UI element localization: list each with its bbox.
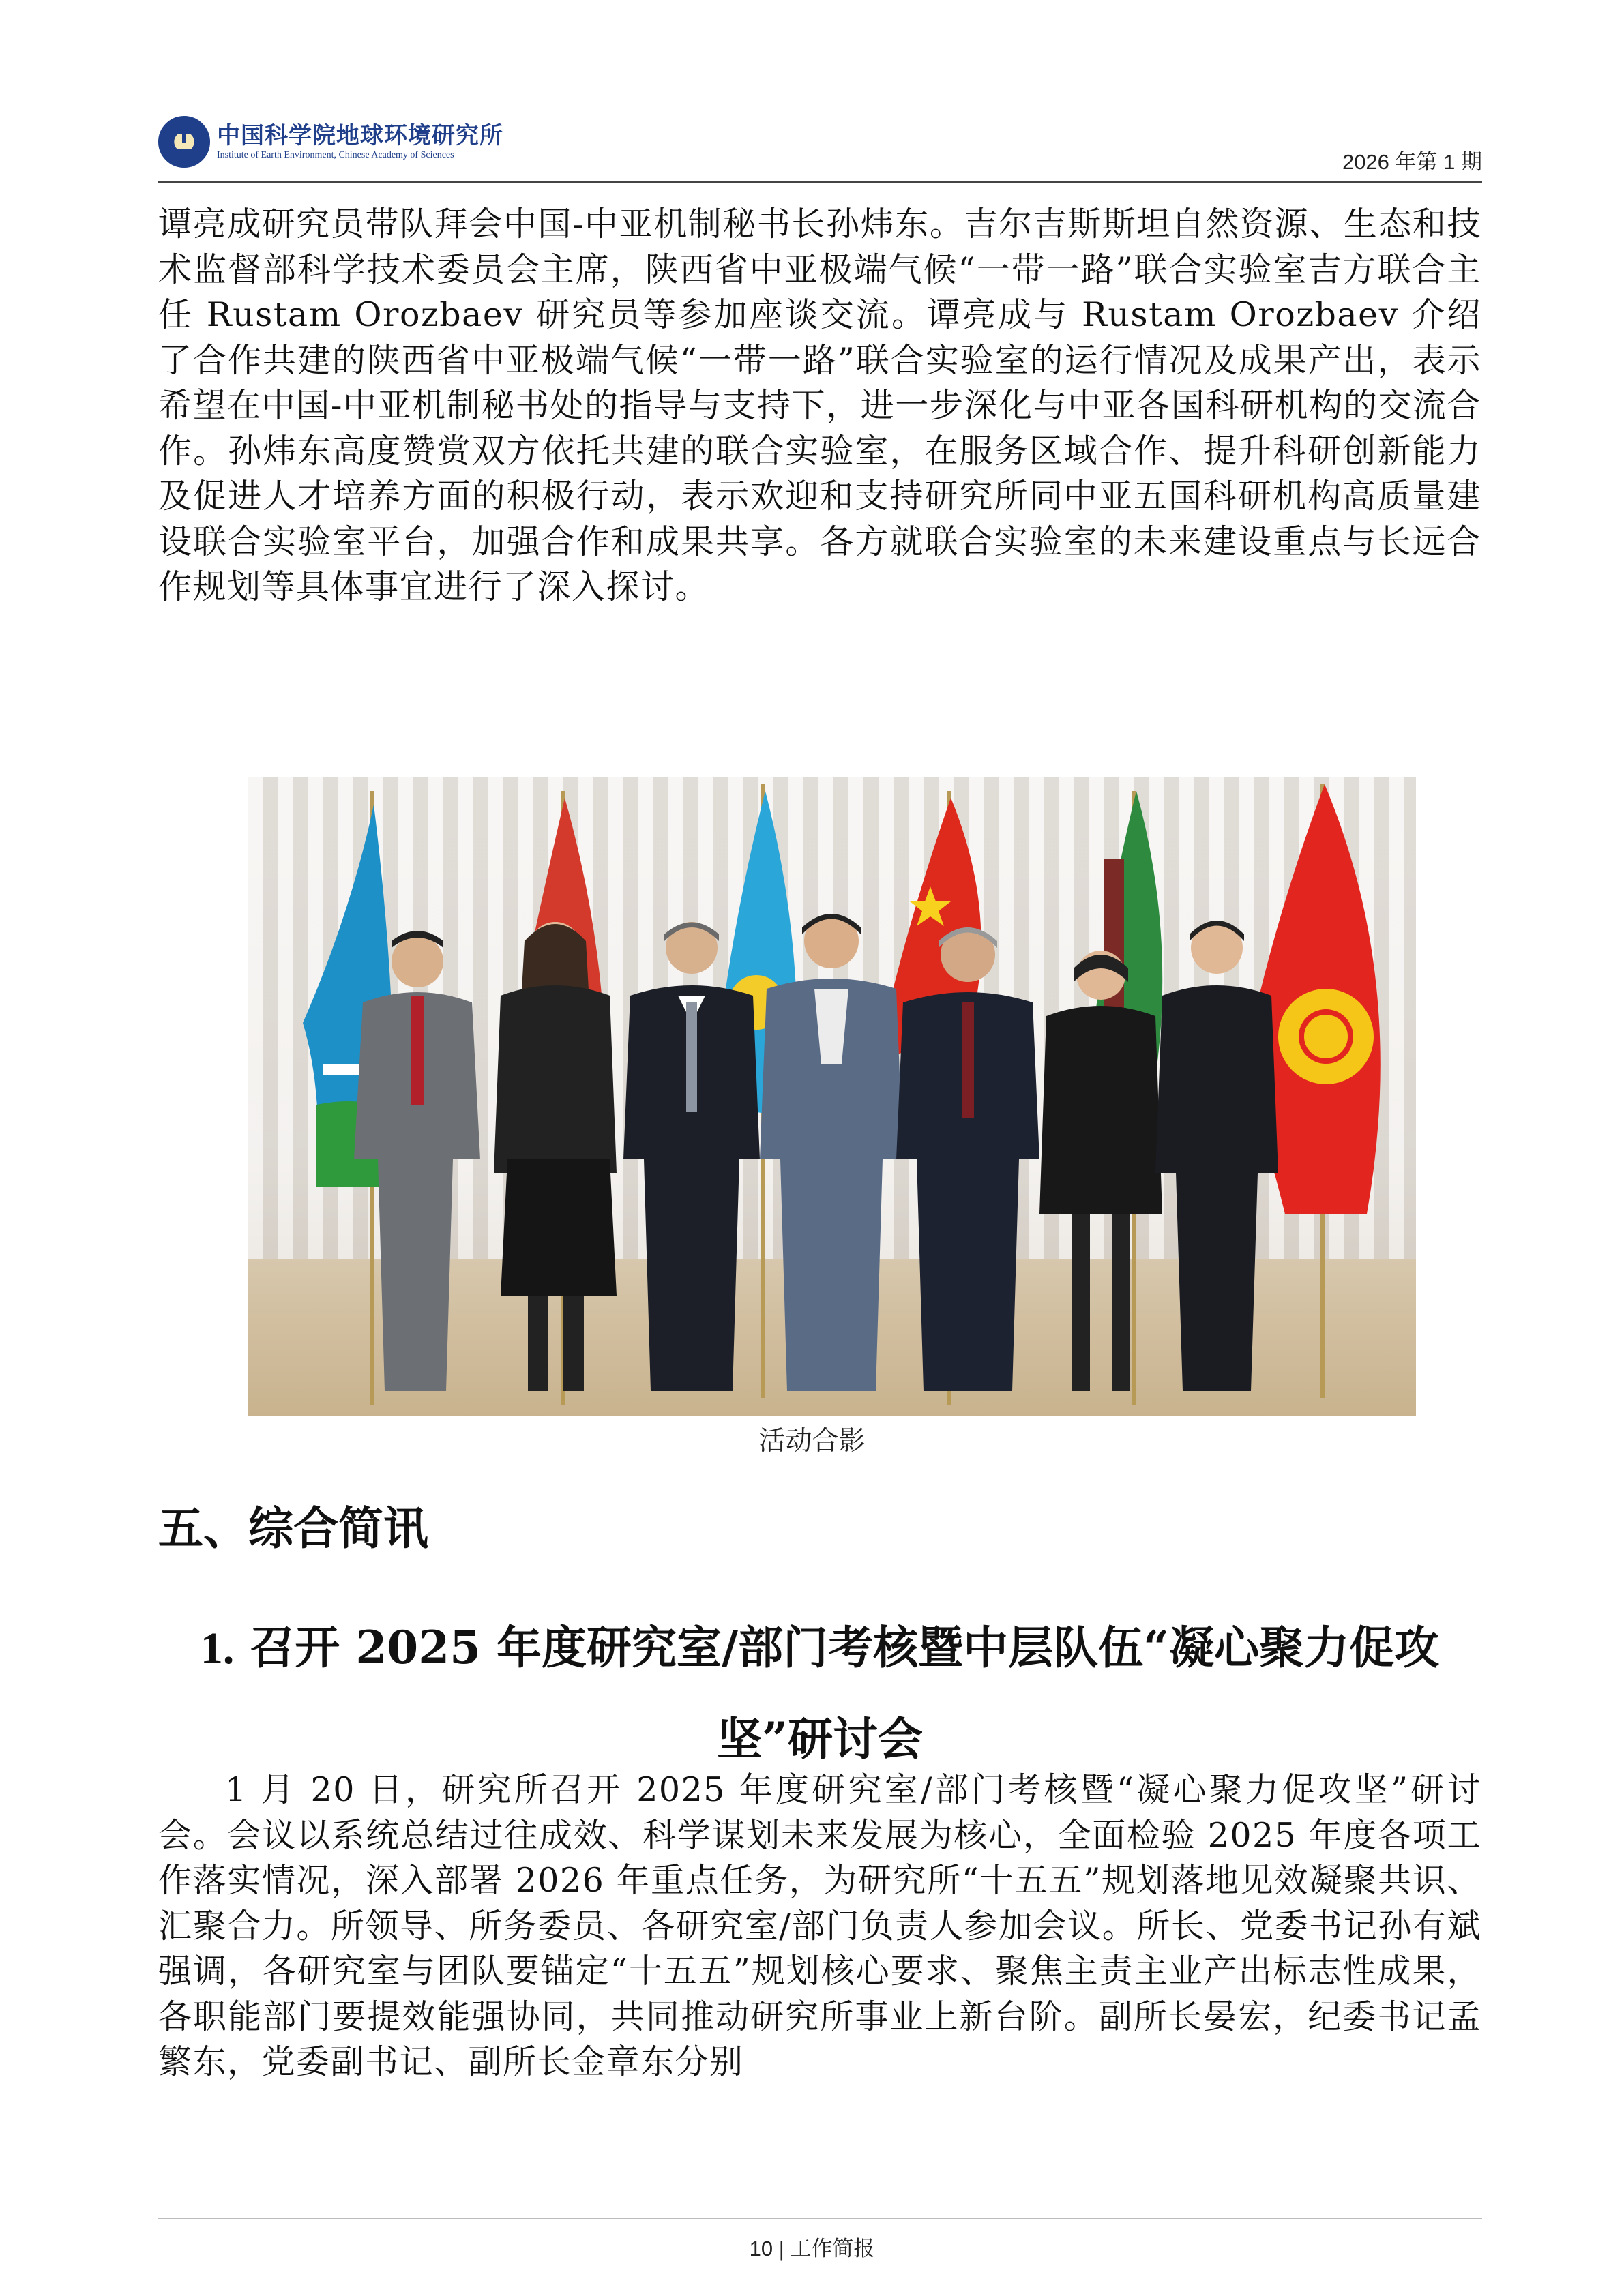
section-heading: 五、综合简讯 — [158, 1502, 428, 1555]
item-number: 1. — [200, 1624, 235, 1673]
person-4 — [760, 914, 903, 1391]
person-3 — [623, 922, 760, 1391]
issue-label: 2026 年第 1 期 — [1342, 150, 1482, 174]
person-6 — [1039, 951, 1162, 1391]
institute-logo — [158, 115, 503, 169]
body-paragraph-1: 谭亮成研究员带队拜会中国-中亚机制秘书长孙炜东。吉尔吉斯斯坦自然资源、生态和技术监督部科学技术委员会主席，陕西省中亚极端气候“一带一路”联合实验室吉方联合主任 Rustam Orozbaev 研究员等参加座谈交流。谭亮成与 Rustam Orozbaev 介绍了合作共建的陕西省中亚极端气候“一带一路”联合实验室的运行情况及成果产出，表示希望在中国-中亚机制秘书处的指导与支持下，进一步深化与中亚各国科研机构的交流合作。孙炜东高度赞赏双方依托共建的联合实验室，在服务区域合作、提升科研创新能力及促进人才培养方面的积极行动，表示欢迎和支持研究所同中亚五国科研机构高质量建设联合实验室平台，加强合作和成果共享。各方就联合实验室的未来建设重点与长远合作规划等具体事宜进行了深入探讨。 — [158, 205, 1481, 606]
institute-seal-icon — [158, 116, 210, 168]
page-footer: 10 | 工作简报 — [749, 2237, 875, 2261]
group-photo — [248, 777, 1416, 1416]
logo-english-name: Institute of Earth Environment, Chinese Academy of Sciences — [217, 150, 454, 160]
photo-caption: 活动合影 — [758, 1426, 866, 1457]
footer-divider — [158, 2218, 1482, 2219]
item-heading — [158, 1602, 1481, 1784]
header-divider — [158, 181, 1482, 183]
item-title: 召开 2025 年度研究室/部门考核暨中层队伍“凝心聚力促攻坚”研讨会 — [250, 1621, 1440, 1765]
logo-chinese-name: 中国科学院地球环境研究所 — [217, 122, 503, 149]
body-paragraph-2: 1 月 20 日，研究所召开 2025 年度研究室/部门考核暨“凝心聚力促攻坚”研讨会。会议以系统总结过往成效、科学谋划未来发展为核心，全面检验 2025 年度各项工作落实情况，深入部署 2026 年重点任务，为研究所“十五五”规划落地见效凝聚共识、汇聚合力。所领导、所务委员、各研究室/部门负责人参加会议。所长、党委书记孙有斌强调，各研究室与团队要锚定“十五五”规划核心要求、聚焦主责主业产出标志性成果，各职能部门要提效能强协同，共同推动研究所事业上新台阶。副所长晏宏，纪委书记孟繁东，党委副书记、副所长金章东分别 — [158, 1770, 1481, 2081]
person-7 — [1155, 921, 1278, 1391]
person-2 — [494, 922, 617, 1391]
